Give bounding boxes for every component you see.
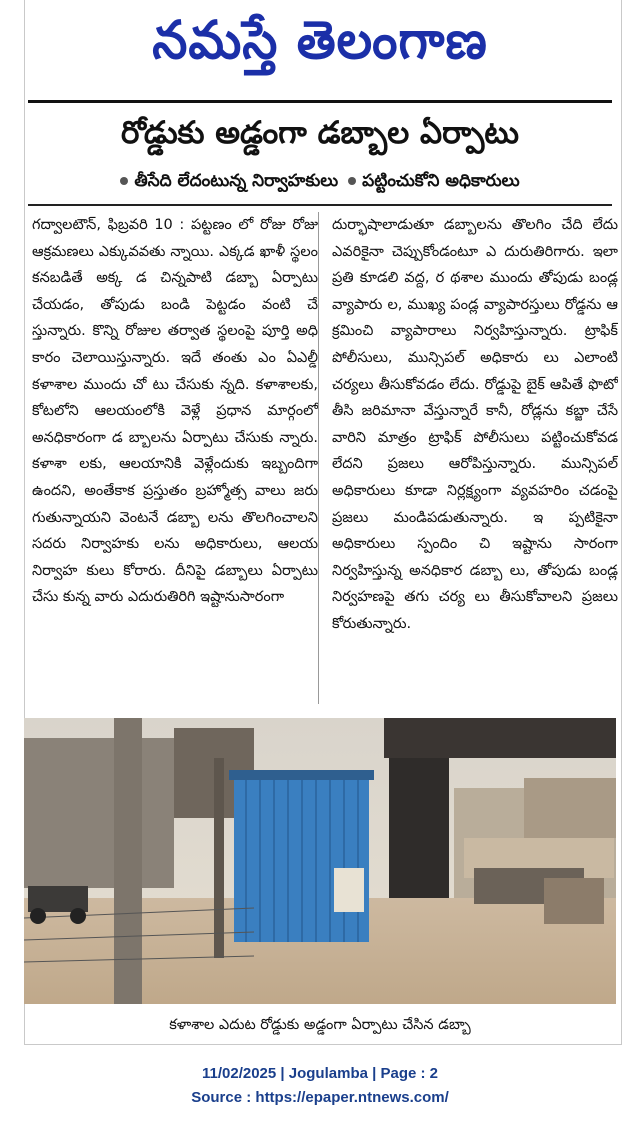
photo-caption: కళాశాల ఎదుట రోడ్డుకు అడ్డంగా ఏర్పాటు చేసిన డబ్బా — [169, 1017, 471, 1033]
subhead-1: తీసేది లేదంటున్న నిర్వాహకులు — [120, 171, 338, 195]
article-headline: రోడ్డుకు అడ్డంగా డబ్బాల ఏర్పాటు — [121, 115, 519, 151]
edition-info: 11/02/2025 | Jogulamba | Page : 2 — [201, 1065, 438, 1082]
column-divider — [318, 212, 319, 704]
headline-rule — [28, 100, 612, 103]
bullet-icon — [348, 177, 356, 185]
subhead-rule — [28, 204, 612, 206]
bullet-icon — [120, 177, 128, 185]
article-column-right: దుర్భాషాలాడుతూ డబ్బాలను తొలగిం చేది లేదు ఎవరికైనా చెప్పుకోండంటూ ఎ దురుతిరిగారు. ఇలా ప్రతి కూడలి వద్ద, ర థశాల ముందు తోపుడు బండ్ల వ్యాపారు ల, ముఖ్య పండ్ల వ్యాపారస్తులు రోడ్డను ఆ క్రమించి వ్యాపారాలు నిర్వహిస్తున్నారు. ట్రాఫిక్ పోలీసులు, మున్సిపల్ అధికారు లు ఎలాంటి చర్యలు తీసుకోవడం లేదు. రోడ్డుపై బైక్ ఆపితే ఫొటో తీసి జరిమానా వేస్తున్నారే కానీ, రోడ్లను కబ్జా చేసే వారిని మాత్రం ట్రాఫిక్ పోలీసులు పట్టించుకోవడ లేదని ప్రజలు ఆరోపిస్తున్నారు. మున్సిపల్ అధికారులు కూడా నిర్లక్ష్యంగా వ్యవహరిం చడంపై ప్రజలు మండిపడుతున్నారు. ఇ ప్పటికైనా అధికారులు స్పందిం చి ఇష్టాను సారంగా నిర్వహిస్తున్న అనధికార డబ్బా లు, తోపుడు బండ్ల నిర్వహణపై తగు చర్య లు తీసుకోవాలని ప్రజలు కోరుతున్నారు. — [332, 217, 618, 632]
article-column-left: గద్వాలటౌన్, ఫిబ్రవరి 10 : పట్టణం లో రోజు రోజు ఆక్రమణలు ఎక్కువవతు న్నాయి. ఎక్కడ ఖాళీ స్థలం కనబడితే అక్క డ చిన్నపాటి డబ్బా ఏర్పాటు చేయడం, తోపుడు బండి పెట్టడం వంటి చే స్తున్నారు. కొన్ని రోజుల తర్వాత స్థలంపై పూర్తి అధి కారం చెలాయిస్తున్నారు. ఇదే తంతు ఎం ఏఎల్డీ కళాశాల ముందు చో టు చేసుకు న్నది. కళాశాలకు, కోటలోని ఆలయంలోకి వెళ్లే ప్రధాన మార్గంలో అనధికారంగా డ బ్బాలను ఏర్పాటు చేసుకు న్నారు. కళాశా లకు, ఆలయానికి వెళ్లేందుకు ఇబ్బందిగా ఉందని, అంతేకాక ప్రస్తుతం బ్రహ్మోత్స వాలు జరు గుతున్నాయని వెంటనే డబ్బా లను తొలగించాలని సదరు నిర్వాహకు లను అధికారులు, ఆలయ నిర్వాహ కులు కోరారు. దీనిపై డబ్బాలు ఏర్పాటు చేసు కున్న వారు ఎదురుతిరిగి ఇష్టానుసారంగా — [32, 217, 318, 606]
newspaper-masthead: నమస్తే తెలంగాణ — [152, 9, 488, 71]
source-link[interactable]: Source : https://epaper.ntnews.com/ — [191, 1089, 449, 1106]
article-photo — [24, 718, 616, 1004]
article-subheads — [24, 166, 616, 200]
subhead-2: పట్టించుకోని అధికారులు — [348, 171, 519, 195]
